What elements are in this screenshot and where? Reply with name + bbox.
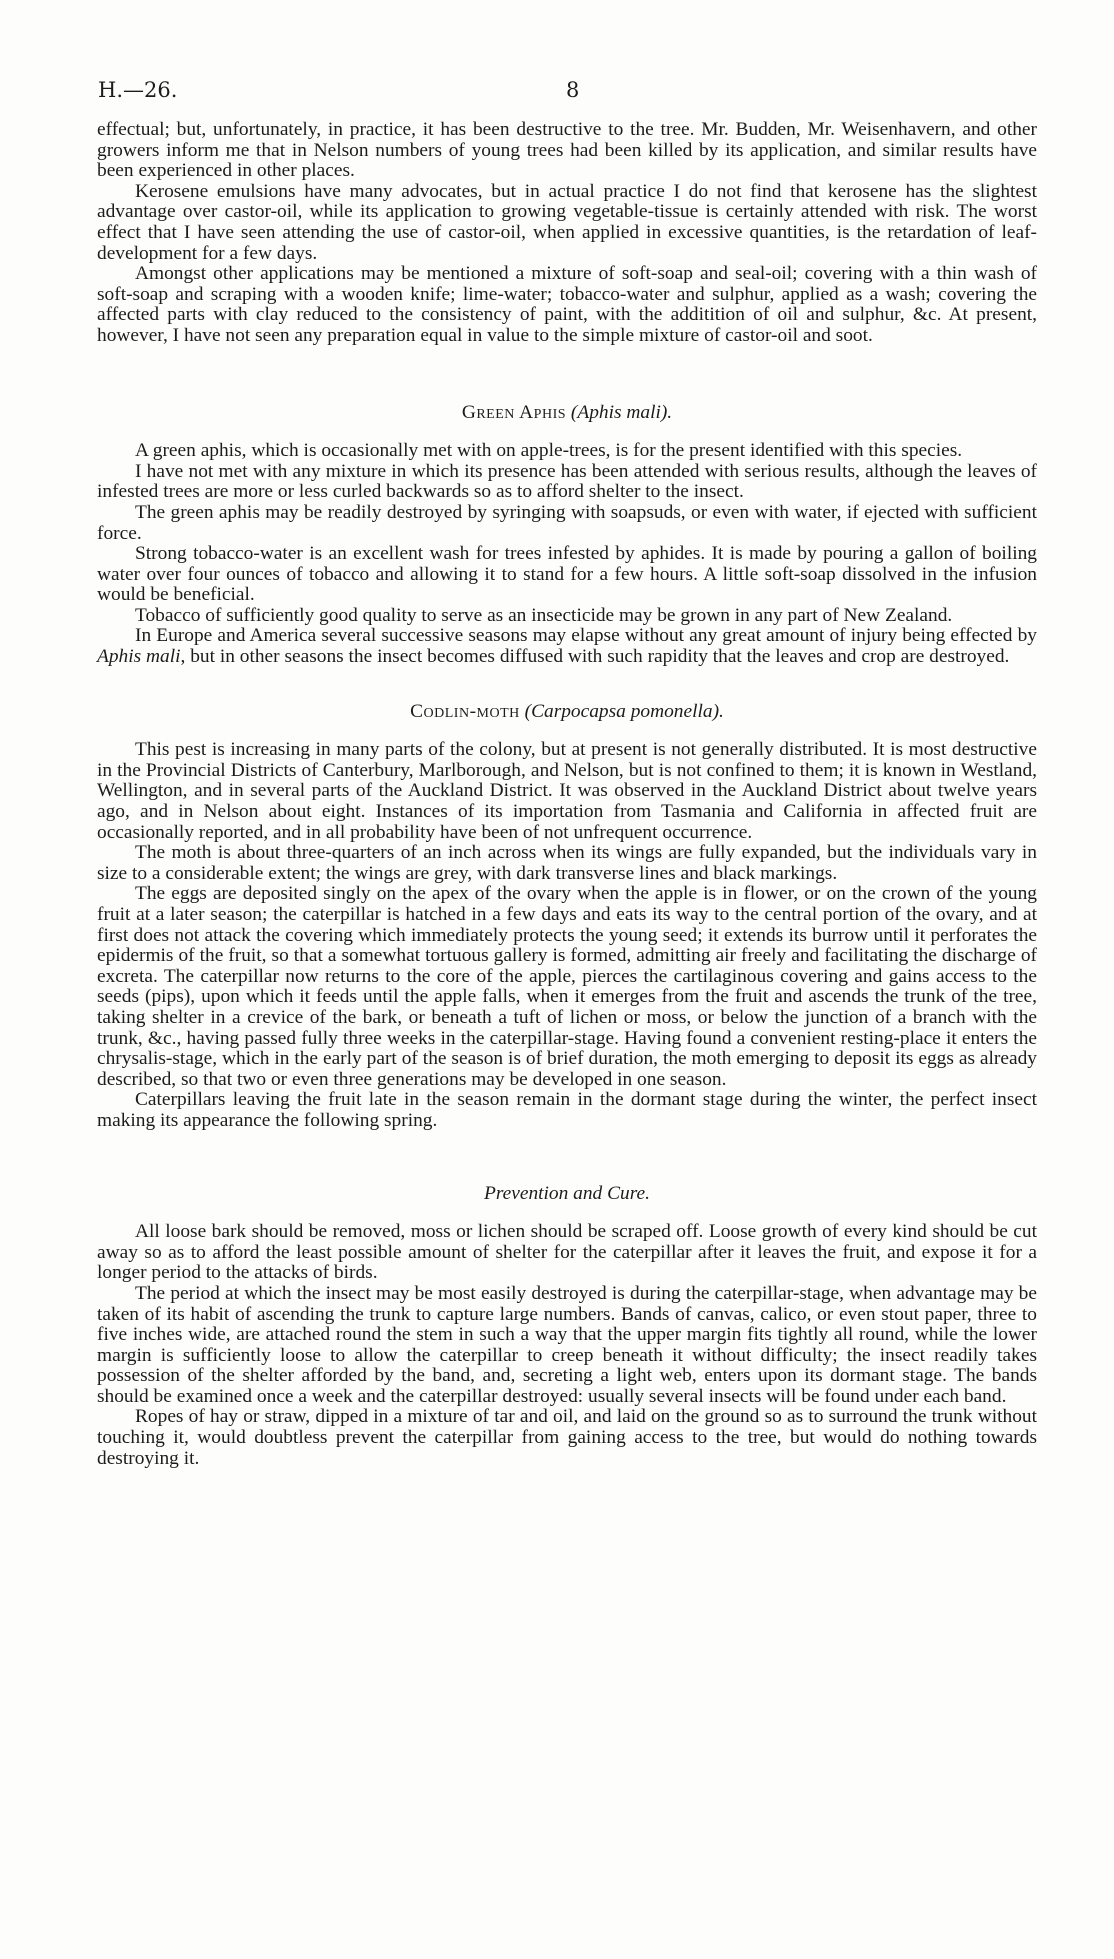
heading-common-name: Green Aphis (461, 401, 567, 423)
section-heading-green-aphis (97, 403, 1037, 424)
intro-paragraph-1: effectual; but, unfortunately, in practice, it has been destructive to the tree. Mr. Budden, Mr. Weisenhavern, and other growers inform me that in Nelson numbers of young trees had been killed by its application, and similar results have been experienced in other places. (97, 119, 1037, 182)
heading-latin-name: (Carpocapsa pomonella). (524, 700, 724, 722)
green-aphis-paragraph-1: A green aphis, which is occasionally met with on apple-trees, is for the present identified with this species. (135, 440, 963, 462)
section-spacer (97, 668, 1037, 702)
prevention-paragraph-2: The period at which the insect may be most easily destroyed is during the caterpillar-stage, when advantage may be taken of its habit of ascending the trunk to capture large numbers. Bands of canvas, calico, or even stout paper, three to five inches wide, are attached round the stem in such a way that the upper margin fits tightly all round, while the lower margin is sufficiently loose to allow the caterpillar to creep beneath it without difficulty; the insect readily takes possession of the shelter afforded by the band, and, secreting a light web, enters upon its dormant stage. The bands should be examined once a week and the caterpillar destroyed: usually several insects will be found under each band. (97, 1282, 1037, 1407)
section-spacer (97, 1132, 1037, 1184)
section-spacer (97, 423, 1037, 441)
heading-common-name: Codlin-moth (410, 700, 520, 722)
codlin-moth-paragraph-4: Caterpillars leaving the fruit late in the season remain in the dormant stage during the winter, the perfect insect making its appearance the following spring. (97, 1089, 1037, 1131)
section-spacer (97, 347, 1037, 403)
section-spacer (97, 1204, 1037, 1222)
codlin-moth-paragraph-2: The moth is about three-quarters of an inch across when its wings are fully expanded, but the individuals vary in size to a considerable extent; the wings are grey, with dark transverse lines and black markings. (97, 842, 1037, 884)
paragraph-text: In Europe and America several successive seasons may elapse without any great amount of injury being effected by (135, 625, 1037, 647)
prevention-paragraph-1: All loose bark should be removed, moss or lichen should be scraped off. Loose growth of every kind should be cut away so as to afford the least possible amount of shelter for the caterpillar after it leaves the fruit, and expose it for a longer period to the attacks of birds. (97, 1221, 1037, 1284)
section-heading-codlin-moth (97, 702, 1037, 723)
page-body (97, 120, 1037, 1469)
green-aphis-paragraph-5: Tobacco of sufficiently good quality to serve as an insecticide may be grown in any part of New Zealand. (135, 604, 953, 626)
codlin-moth-paragraph-3: The eggs are deposited singly on the apex of the ovary when the apple is in flower, or on the crown of the young fruit at a later season; the caterpillar is hatched in a few days and eats its way to the central portion of the ovary, and at first does not attack the covering which immediately protects the young seed; it extends its burrow until it perforates the epidermis of the fruit, so that a somewhat tortuous gallery is formed, admitting air freely and facilitating the discharge of excreta. The caterpillar now returns to the core of the apple, pierces the cartilaginous covering and gains access to the seeds (pips), upon which it feeds until the apple falls, when it emerges from the fruit and ascends the trunk of the tree, taking shelter in a crevice of the bark, or beneath a tuft of lichen or moss, or below the junction of a branch with the trunk, &c., having passed fully three weeks in the caterpillar-stage. Having found a convenient resting-place it enters the chrysalis-stage, which in the early part of the season is of brief duration, the moth emerging to deposit its eggs as already described, so that two or even three generations may be developed in one season. (97, 883, 1037, 1090)
heading-latin-name: (Aphis mali). (570, 401, 673, 423)
green-aphis-paragraph-2: I have not met with any mixture in which its presence has been attended with serious results, although the leaves of infested trees are more or less curled backwards so as to afford shelter to the insect. (97, 460, 1037, 503)
section-spacer (97, 722, 1037, 740)
paragraph-text: , but in other seasons the insect becomes diffused with such rapidity that the leaves and crop are destroyed. (180, 646, 1010, 668)
intro-paragraph-2: Kerosene emulsions have many advocates, but in actual practice I do not find that kerosene has the slightest advantage over castor-oil, while its application to growing vegetable-tissue is certainly attended with risk. The worst effect that I have seen attending the use of castor-oil, when applied in excessive quantities, is the retardation of leaf-development for a few days. (97, 180, 1037, 264)
prevention-paragraph-3: Ropes of hay or straw, dipped in a mixture of tar and oil, and laid on the ground so as to surround the trunk without touching it, would doubtless prevent the caterpillar from gaining access to the tree, but would do nothing towards destroying it. (97, 1406, 1037, 1469)
page-number: 8 (566, 78, 580, 102)
green-aphis-paragraph-3: The green aphis may be readily destroyed by syringing with soapsuds, or even with water, if ejected with sufficient force. (97, 501, 1037, 544)
green-aphis-paragraph-6 (97, 626, 1037, 667)
green-aphis-paragraph-4: Strong tobacco-water is an excellent wash for trees infested by aphides. It is made by pouring a gallon of boiling water over four ounces of tobacco and allowing it to stand for a few hours. A little soft-soap dissolved in the infusion would be beneficial. (97, 543, 1037, 606)
codlin-moth-paragraph-1: This pest is increasing in many parts of the colony, but at present is not generally distributed. It is most destructive in the Provincial Districts of Canterbury, Marlborough, and Nelson, but is not confined to them; it is known in Westland, Wellington, and in several parts of the Auckland District. It was observed in the Auckland District about twelve years ago, and in Nelson about eight. Instances of its importation from Tasmania and California in affected fruit are occasionally reported, and in all probability have been of not unfrequent occurrence. (97, 739, 1037, 843)
section-heading-prevention: Prevention and Cure. (483, 1182, 651, 1204)
species-name: Aphis mali (97, 646, 181, 668)
page-header (98, 78, 1038, 108)
intro-paragraph-3: Amongst other applications may be mentioned a mixture of soft-soap and seal-oil; covering with a thin wash of soft-soap and scraping with a wooden knife; lime-water; tobacco-water and sulphur, applied as a wash; covering the affected parts with clay reduced to the consistency of paint, with the additition of oil and sulphur, &c. At present, however, I have not seen any preparation equal in value to the simple mixture of castor-oil and soot. (97, 263, 1037, 346)
document-reference: H.—26. (98, 78, 178, 102)
